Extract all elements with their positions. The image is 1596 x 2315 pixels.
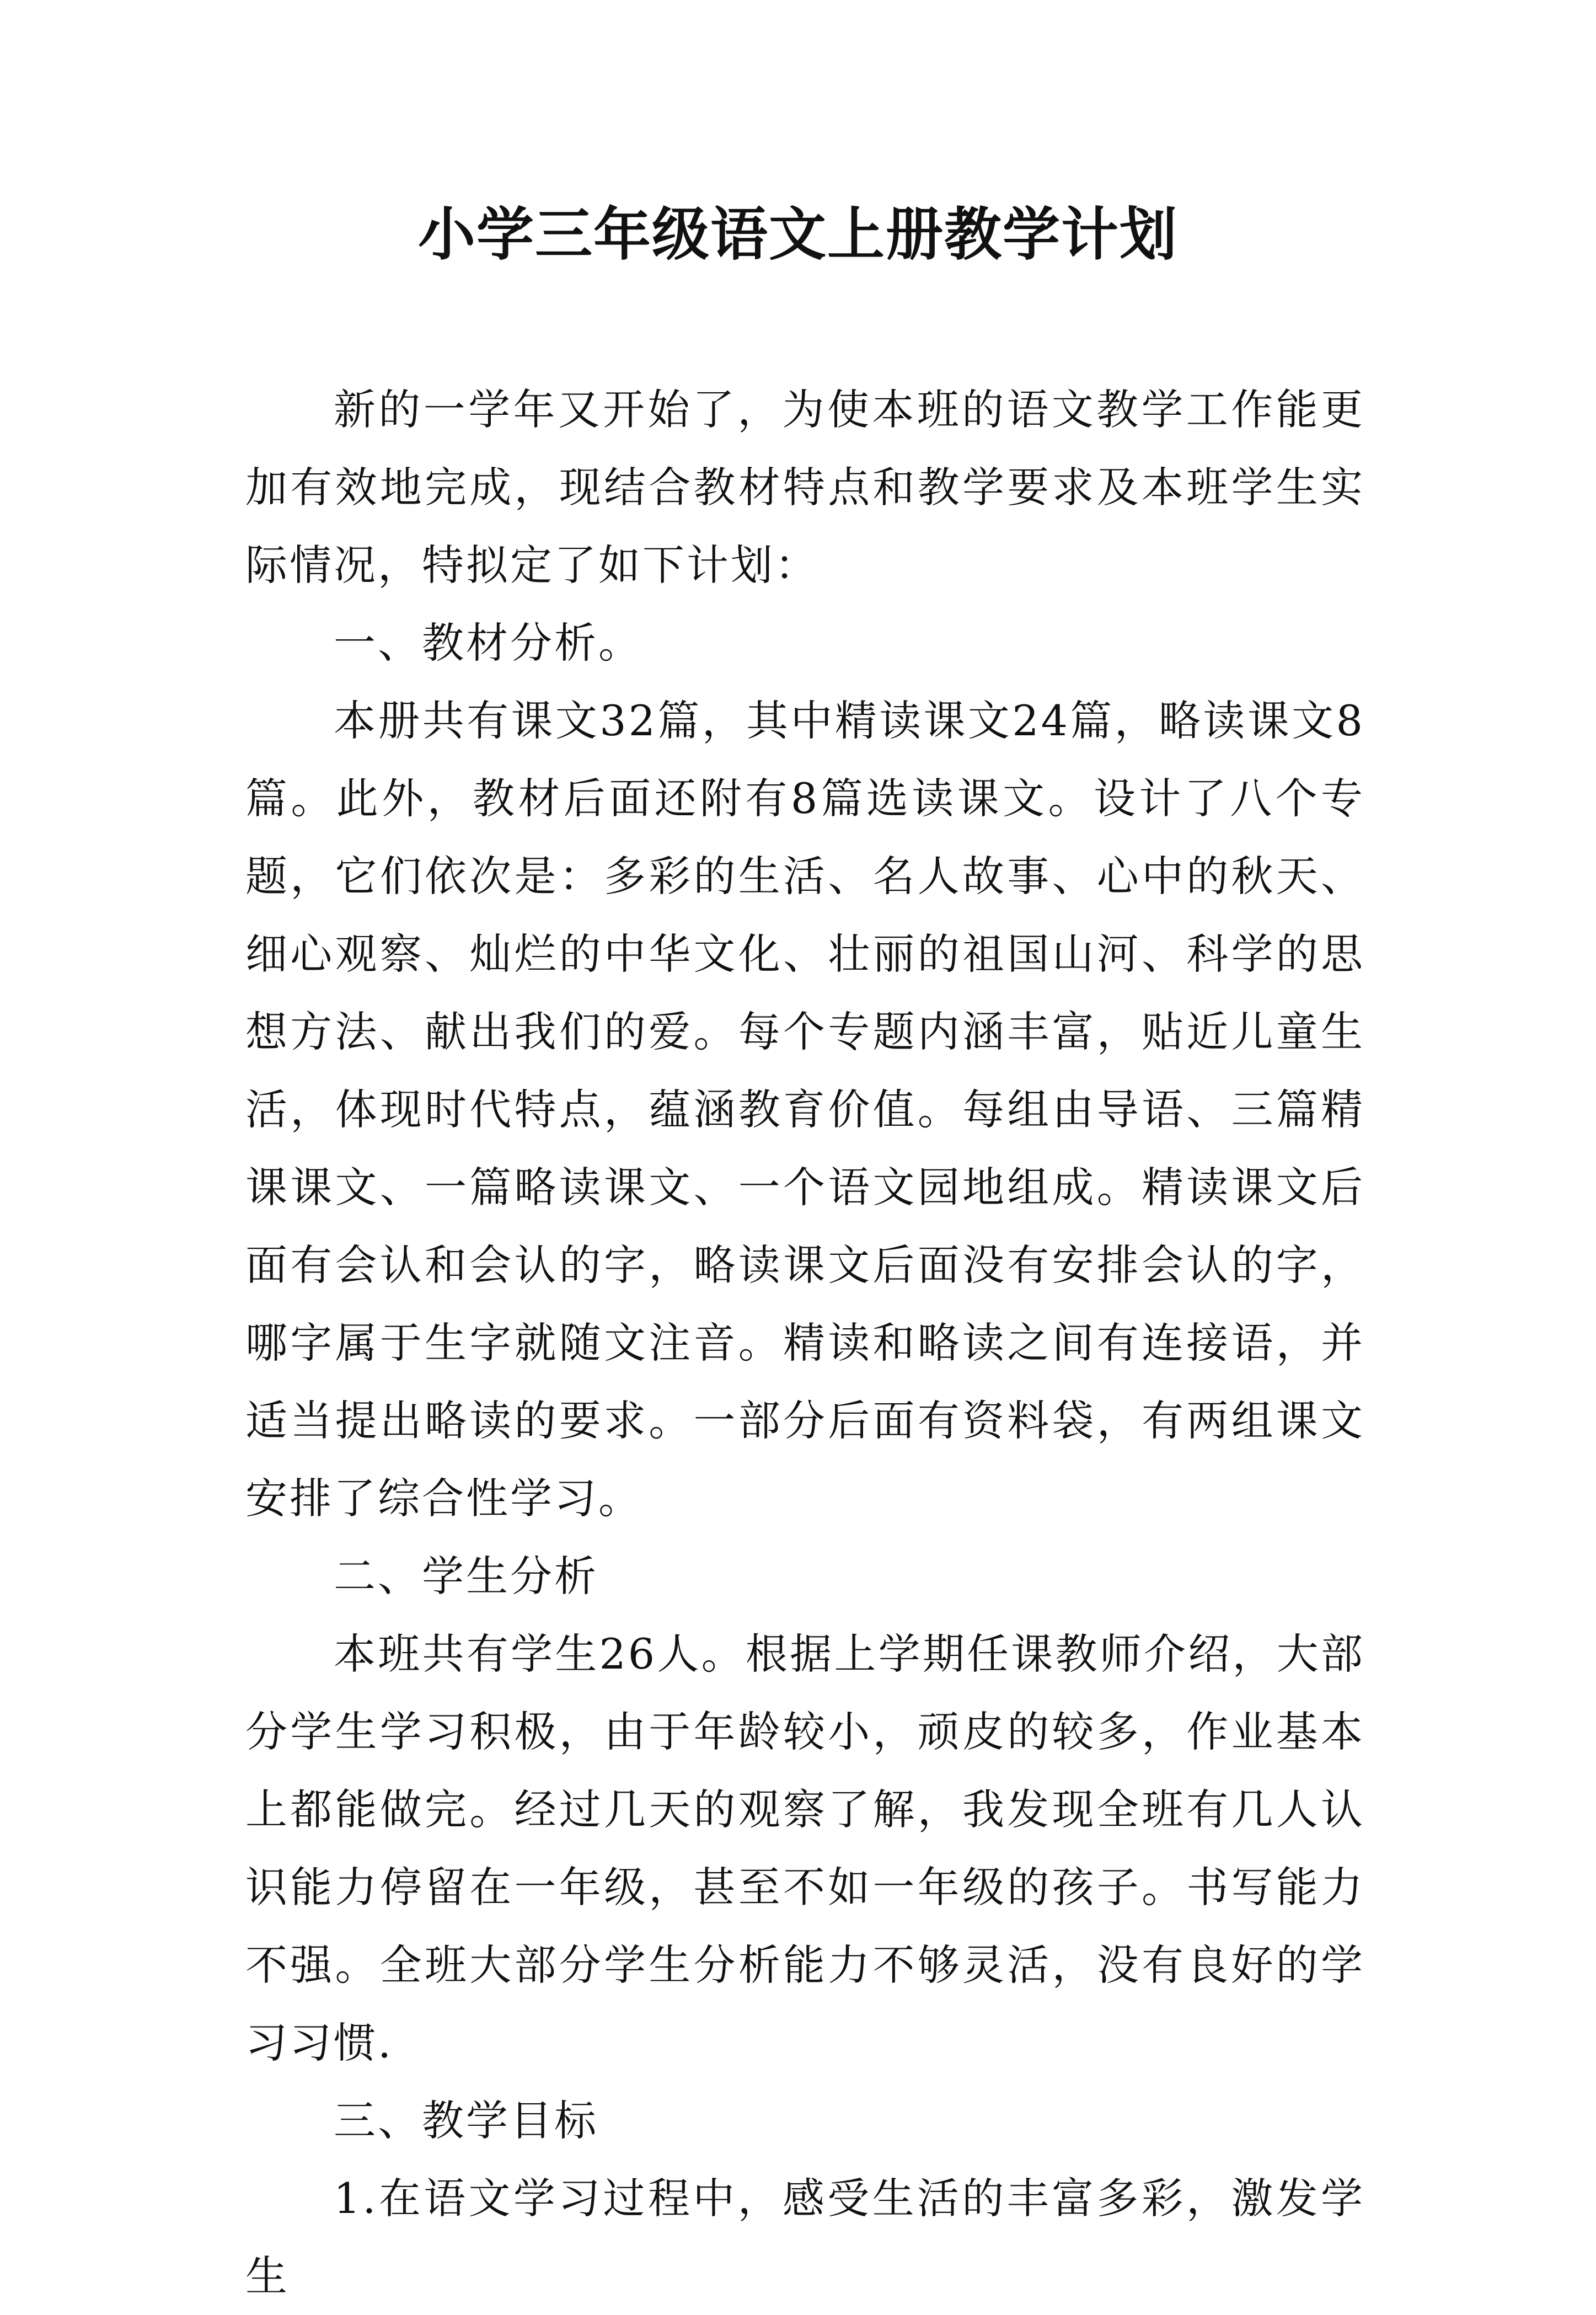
student-analysis-paragraph: 本班共有学生26人。根据上学期任课教师介绍，大部分学生学习积极，由于年龄较小，顽皮的较多，作业基本上都能做完。经过几天的观察了解，我发现全班有几人认识能力停留在一年级，甚至不如一年级的孩子。书写能力不强。全班大部分学生分析能力不够灵活，没有良好的学习习惯. — [245, 1629, 1365, 2067]
textbook-analysis-paragraph: 本册共有课文32篇，其中精读课文24篇，略读课文8篇。此外，教材后面还附有8篇选读课文。设计了八个专题，它们依次是：多彩的生活、名人故事、心中的秋天、细心观察、灿烂的中华文化、壮丽的祖国山河、科学的思想方法、献出我们的爱。每个专题内涵丰富，贴近儿童生活，体现时代特点，蕴涵教育价值。每组由导语、三篇精课课文、一篇略读课文、一个语文园地组成。精读课文后面有会认和会认的字，略读课文后面没有安排会认的字，哪字属于生字就随文注音。精读和略读之间有连接语，并适当提出略读的要求。一部分后面有资料袋，有两组课文安排了综合性学习。 — [245, 696, 1365, 1523]
section-heading-student-analysis: 二、学生分析 — [334, 1552, 598, 1601]
document-body — [245, 371, 1365, 2315]
intro-paragraph: 新的一学年又开始了，为使本班的语文教学工作能更加有效地完成，现结合教材特点和教学要求及本班学生实际情况，特拟定了如下计划： — [245, 385, 1365, 590]
section-heading-teaching-goals: 三、教学目标 — [334, 2096, 598, 2145]
document-title: 小学三年级语文上册教学计划 — [417, 200, 1178, 268]
teaching-goal-item: 1.在语文学习过程中，感受生活的丰富多彩，激发学生 — [245, 2174, 1365, 2301]
section-heading-textbook-analysis: 一、教材分析。 — [334, 618, 642, 667]
